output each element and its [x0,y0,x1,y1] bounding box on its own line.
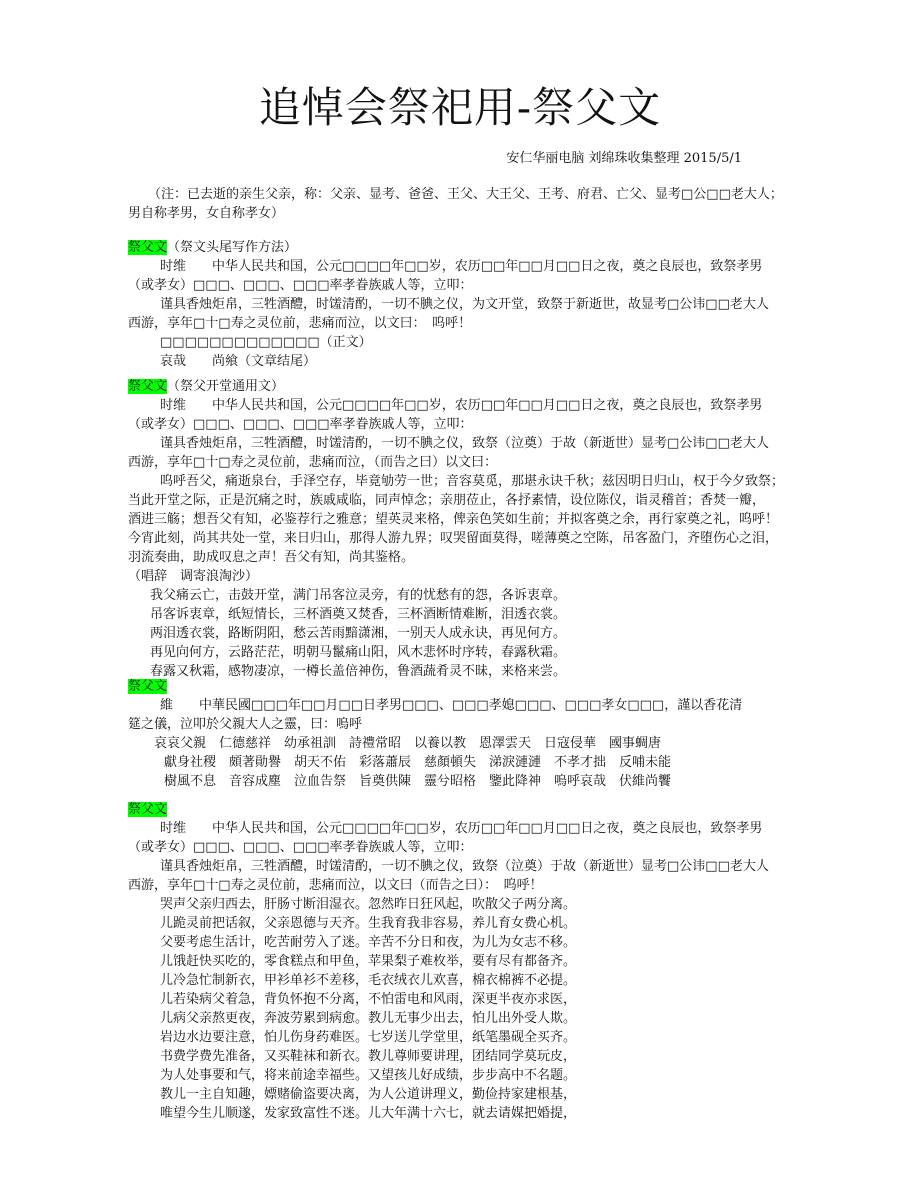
text-line: 酒进三觞；想吾父有知，必鉴荐行之雅意；望英灵来格，俾亲色笑如生前；并拟客奠之余，再行家奠之礼，呜呼！ [128,512,779,527]
text-line: 岩边水边要注意，怕儿伤身药难医。七岁送儿学堂里，纸笔墨砚全买齐。 [160,1030,577,1045]
text-line: 唯望今生儿顺遂，发家致富性不迷。儿大年满十六七，就去请媒把婚提， [160,1106,577,1121]
section-3-label: 祭父文 [128,679,168,694]
note-paragraph [128,185,794,223]
text-line: （或孝女）□□□、□□□、□□□率孝眷族戚人等，立叩： [128,417,473,432]
text-line: 西游，享年□十□寿之灵位前，悲痛而泣，以文曰： 呜呼！ [128,316,472,331]
text-line: 今宵此刻，尚其共处一堂，来日归山，那得人游九界；叹哭留面莫得，嗟薄奠之空陈，吊客盈门，齐堕伤心之泪， [128,531,779,546]
text-line: 筵之儀，泣叩於父親大人之靈，曰：嗚呼 [128,717,363,732]
text-line: 呜呼吾父，痛逝泉台，手泽空存，毕竟劬劳一世；音容莫觅，那堪永诀千秋；兹因明日归山，权于今夕致祭； [160,474,785,489]
section-2-label: 祭父文 [128,379,168,394]
text-line: 春露又秋霜，感物凄凉，一樽长盖倍神伤，鲁酒蔬肴灵不昧，来格来尝。 [150,664,567,679]
text-line: 吊客诉衷章，纸短情长，三杯酒奠又焚香，三杯酒断情难断，泪透衣裳。 [150,607,567,622]
text-line: 西游，享年□十□寿之灵位前，悲痛而泣，以文曰（而告之曰）： 呜呼！ [128,878,543,893]
text-line: 樹風不息 音容成塵 泣血告祭 旨奠供陳 靈兮昭格 鑒此降神 嗚呼哀哉 伏維尚饗 [164,774,672,789]
text-line: 时维 中华人民共和国，公元□□□□年□□岁，农历□□年□□月□□日之夜，奠之良辰也，致祭孝男 [160,259,763,274]
text-line: 儿跪灵前把话叙，父亲恩德与天齐。生我育我非容易，养儿育女费心机。 [160,916,577,931]
text-line: 谨具香烛炬帛，三牲酒醴，时馐清酌，一切不腆之仪，致祭（泣奠）于故（新逝世）显考□公讳□□老大人 [160,859,769,874]
text-line: 时维 中华人民共和国，公元□□□□年□□岁，农历□□年□□月□□日之夜，奠之良辰也，致祭孝男 [160,821,763,836]
text-line: 哀哀父親 仁德慈祥 幼承祖訓 詩禮常昭 以養以教 恩澤雲天 日寇侵華 國事蜩唐 [154,736,662,751]
text-line: 两泪透衣裳，路断阴阳，愁云苦雨黯潇湘，一别天人成永诀，再见何方。 [150,626,567,641]
byline: 安仁华丽电脑 刘绵珠收集整理 2015/5/1 [506,151,742,166]
section-2 [128,377,794,681]
section-3 [128,677,794,791]
section-4 [128,800,794,1123]
text-line: 儿病父亲熬更夜，奔波劳累到病愈。教儿无事少出去，怕儿出外受人欺。 [160,1011,577,1026]
text-line: 儿饿赶快买吃的，零食糕点和甲鱼，苹果梨子难枚举，要有尽有都备齐。 [160,954,577,969]
text-line: 我父痛云亡，击鼓开堂，满门吊客泣灵旁，有的忧愁有的怨，各诉衷章。 [150,588,567,603]
note-text: （注：已去逝的亲生父亲，称：父亲、显考、爸爸、王父、大王父、王考、府君、亡父、显考□公□□老大人；男自称孝男，女自称孝女） [128,187,783,221]
section-4-label: 祭父文 [128,802,168,817]
text-line: 教儿一主自知趣，嫖赌偷盗要决离，为人公道讲理义，勤俭持家建根基， [160,1087,577,1102]
document-title: 追悼会祭祀用-祭父文 [258,83,662,132]
section-1 [128,238,794,371]
text-line: 谨具香烛炬帛，三牲酒醴，时馐清酌，一切不腆之仪，致祭（泣奠）于故（新逝世）显考□公讳□□老大人 [160,436,769,451]
text-line: 儿冷急忙制新衣，甲衫单衫不差移，毛衣绒衣儿欢喜，棉衣棉裤不必提。 [160,973,577,988]
text-line: 獻身社稷 頗著勛譽 胡天不佑 彩落蕭辰 慈顏頓失 涕淚漣漣 不孝才拙 反哺未能 [164,755,672,770]
text-line: 哀哉 尚飨（文章结尾） [160,354,317,369]
text-line: 羽流奏曲，助成叹息之声！吾父有知，尚其鉴格。 [128,550,415,565]
text-line: 为人处事要和气，将来前途幸福些。又望孩儿好成绩，步步高中不名题。 [160,1068,577,1083]
text-line: 书费学费先准备，又买鞋袜和新衣。教儿尊师要讲理，团结同学莫玩皮， [160,1049,577,1064]
text-line: □□□□□□□□□□□□□（正文） [160,335,372,350]
section-2-heading: （祭父开堂通用文） [167,379,285,394]
text-line: 再见向何方，云路茫茫，明朝马鬣痛山阳，风木悲怀时序转，春露秋霜。 [150,645,567,660]
section-1-heading: （祭文头尾写作方法） [167,240,298,255]
text-line: 西游，享年□十□寿之灵位前，悲痛而泣，（而告之曰）以文曰： [128,455,498,470]
text-line: 当此开堂之际，正是沉痛之时，族戚咸临，同声悼念；亲朋莅止，各抒素情，设位陈仪，诣灵稽首；香焚一瓣， [128,493,766,508]
text-line: 維 中華民國□□□年□□月□□日孝男□□□、□□□孝媳□□□、□□□孝女□□□，謹以香花清 [160,698,743,713]
text-line: 父要考虑生活计，吃苦耐劳入了迷。辛苦不分日和夜，为儿为女志不移。 [160,935,577,950]
text-line: （或孝女）□□□、□□□、□□□率孝眷族戚人等，立叩： [128,278,473,293]
text-line: 谨具香烛炬帛，三牲酒醴，时馐清酌，一切不腆之仪，为文开堂，致祭于新逝世，故显考□公讳□□老大人 [160,297,769,312]
text-line: （唱辞 调寄浪淘沙） [128,569,259,584]
text-line: 儿若染病父着急，背负怀抱不分离，不怕雷电和风雨，深更半夜亦求医， [160,992,577,1007]
text-line: 哭声父亲归西去，肝肠寸断泪湿衣。忽然昨日狂风起，吹散父子两分离。 [160,897,577,912]
section-1-label: 祭父文 [128,240,168,255]
text-line: （或孝女）□□□、□□□、□□□率孝眷族戚人等，立叩： [128,840,473,855]
text-line: 时维 中华人民共和国，公元□□□□年□□岁，农历□□年□□月□□日之夜，奠之良辰也，致祭孝男 [160,398,763,413]
